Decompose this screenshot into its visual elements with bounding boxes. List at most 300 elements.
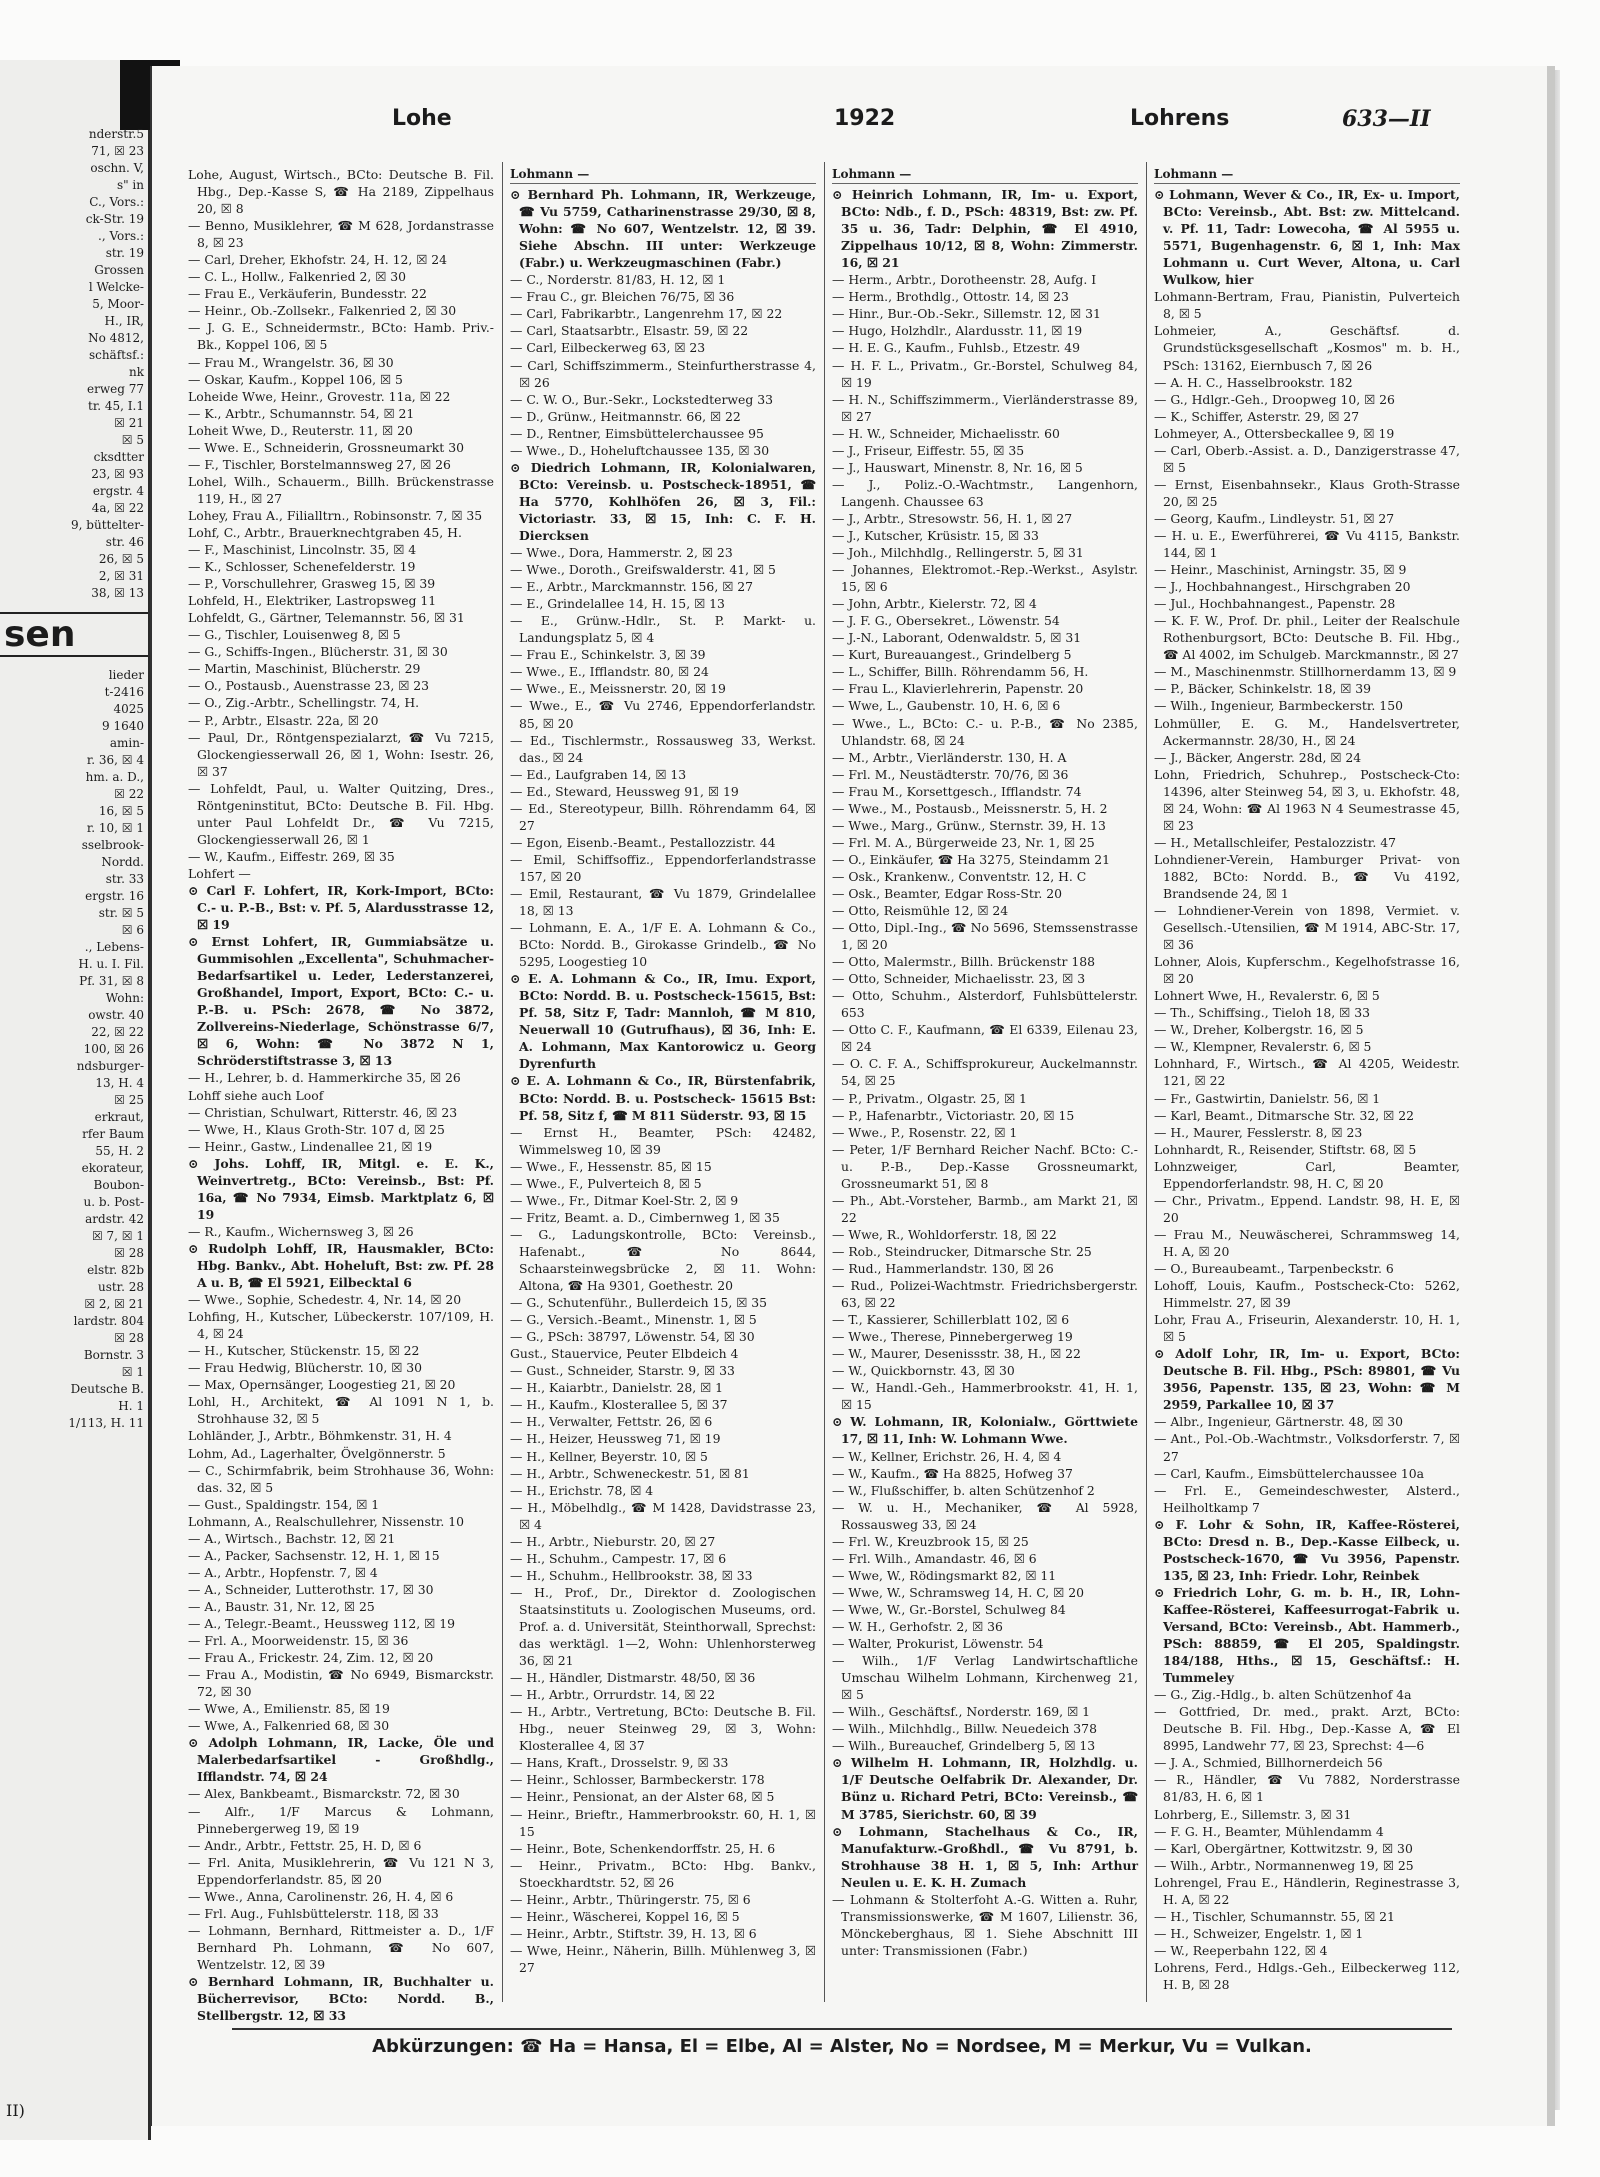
firm-entry: ⊙ Bernhard Lohmann, IR, Buchhalter u. Bücherrevisor, BCto: Nordd. B., Stellbergstr. 12, ☒ 33 [188,1973,494,2024]
previous-page-line: ☒ 1 [121,1365,144,1379]
directory-entry: — Frau M., Neuwäscherei, Schrammsweg 14, H. A, ☒ 20 [1154,1226,1460,1259]
directory-entry: — Carl, Schiffszimmerm., Steinfurtherstrasse 4, ☒ 26 [510,357,816,390]
directory-entry: — Hinr., Bur.-Ob.-Sekr., Sillemstr. 12, ☒ 31 [832,306,1101,322]
directory-entry: — Ant., Pol.-Ob.-Wachtmstr., Volksdorferstr. 7, ☒ 27 [1154,1431,1460,1464]
column-divider [502,162,503,2002]
directory-entry: — Heinr., Privatm., BCto: Hbg. Bankv., Stoeckhardtstr. 52, ☒ 26 [510,1857,816,1890]
firm-entry: ⊙ Heinrich Lohmann, IR, Im- u. Export, BCto: Ndb., f. D., PSch: 48319, Bst: zw. Pf. 35 u. 36, Tadr: Delphin, ☎ El 4910, Zippelhaus 10/12, ☒ 8, Wohn: Zimmerstr. 16, ☒ 21 [832,187,1138,271]
directory-entry: — Frau M., Korsettgesch., Ifflandstr. 74 [832,783,1082,799]
previous-page-line: rfer Baum [82,1127,144,1141]
previous-page-line: 38, ☒ 13 [91,586,144,600]
directory-entry: — Wwe., D., Hoheluftchaussee 135, ☒ 30 [510,442,770,458]
directory-entry: — H., Kaufm., Klosterallee 5, ☒ 37 [510,1397,728,1413]
firm-entry: ⊙ Friedrich Lohr, G. m. b. H., IR, Lohn-Kaffee-Rösterei, Kaffeesurrogat-Fabrik u. Versand, BCto: Vereinsb., Abt. Hammerb., PSch: 88859, ☎ El 205, Spaldingstr. 184/188, Hths., ☒ 15, Geschäftsf.: H. Tummeley [1154,1584,1460,1686]
directory-entry: — Carl, Oberb.-Assist. a. D., Danzigerstrasse 47, ☒ 5 [1154,442,1460,475]
directory-entry: — Frau C., gr. Bleichen 76/75, ☒ 36 [510,289,735,305]
directory-entry: — Frau L., Klavierlehrerin, Papenstr. 20 [832,681,1084,697]
directory-entry: — A., Wirtsch., Bachstr. 12, ☒ 21 [188,1530,396,1546]
previous-page-line: ☒ 6 [121,923,144,937]
directory-entry: — Wwe, R., Wohldorferstr. 18, ☒ 22 [832,1226,1057,1242]
directory-entry: — Frau E., Schinkelstr. 3, ☒ 39 [510,647,706,663]
directory-entry: — C., Norderstr. 81/83, H. 12, ☒ 1 [510,272,726,288]
directory-entry: — W., Kaufm., Eiffestr. 269, ☒ 35 [188,848,395,864]
previous-page-heading: sen [0,612,148,657]
directory-entry: — Herm., Brothdlg., Ottostr. 14, ☒ 23 [832,289,1069,305]
directory-page [150,66,1555,2126]
directory-entry: — Fritz, Beamt. a. D., Cimbernweg 1, ☒ 35 [510,1209,780,1225]
directory-entry: — Wwe., E., Ifflandstr. 80, ☒ 24 [510,664,709,680]
directory-entry: — Wwe., Therese, Pinnebergerweg 19 [832,1329,1073,1345]
previous-page-line: str. 33 [105,872,144,886]
directory-entry: — O., Einkäufer, ☎ Ha 3275, Steindamm 21 [832,851,1110,867]
previous-page-line: 13, H. 4 [95,1076,144,1090]
previous-page-line: ardstr. 42 [85,1212,144,1226]
directory-entry: — Otto, Schneider, Michaelisstr. 23, ☒ 3 [832,971,1086,987]
column-3 [832,166,1138,1998]
directory-entry: — W., Maurer, Desenissstr. 38, H., ☒ 22 [832,1346,1081,1362]
directory-entry: — P., Bäcker, Schinkelstr. 18, ☒ 39 [1154,681,1372,697]
directory-entry: — Heinr., Arbtr., Thüringerstr. 75, ☒ 6 [510,1891,751,1907]
previous-page-line: l Welcke- [88,280,144,294]
directory-entry: — H., Metallschleifer, Pestalozzistr. 47 [1154,834,1396,850]
previous-page-line: Deutsche B. [70,1382,144,1396]
directory-entry: — Fr., Gastwirtin, Danielstr. 56, ☒ 1 [1154,1090,1381,1106]
previous-page-line: lieder [108,668,144,682]
directory-entry: — H., Verwalter, Fettstr. 26, ☒ 6 [510,1414,713,1430]
directory-entry: — Karl, Obergärtner, Kottwitzstr. 9, ☒ 30 [1154,1840,1413,1856]
previous-page-line: erkraut, [94,1110,144,1124]
directory-entry: Lohrberg, E., Sillemstr. 3, ☒ 31 [1154,1806,1352,1822]
firm-entry: ⊙ Lohmann, Wever & Co., IR, Ex- u. Import, BCto: Vereinsb., Abt. Bst: zw. Mittelcand. v. Pf. 11, Tadr: Lowecoha, ☎ Al 5955 u. 5571, Bugenhagenstr. 6, ☒ 1, Inh: Max Lohmann u. Curt Wever, Altona, u. Carl Wulkow, hier [1154,187,1460,288]
header-first-entry: Lohe [392,106,452,131]
directory-entry: — Carl, Kaufm., Eimsbüttelerchaussee 10a [1154,1465,1425,1481]
directory-entry: — Wwe., E., ☎ Vu 2746, Eppendorferlandstr. 85, ☒ 20 [510,698,816,731]
directory-entry: — K., Schiffer, Asterstr. 29, ☒ 27 [1154,408,1360,424]
directory-entry: — Frl. Anita, Musiklehrerin, ☎ Vu 121 N 3, Eppendorferlandstr. 85, ☒ 20 [188,1854,494,1887]
directory-entry: Lohnhard, F., Wirtsch., ☎ Al 4205, Weidestr. 121, ☒ 22 [1154,1056,1460,1089]
previous-page-line: ☒ 25 [114,1093,144,1107]
directory-entry: Lohrens, Ferd., Hdlgs.-Geh., Eilbeckerweg 112, H. B, ☒ 28 [1154,1959,1460,1992]
directory-entry: — H., Kutscher, Stückenstr. 15, ☒ 22 [188,1343,420,1359]
firm-entry: ⊙ Adolf Lohr, IR, Im- u. Export, BCto: Deutsche B. Fil. Hbg., PSch: 89801, ☎ Vu 3956, Papenstr. 135, ☒ 23, Wohn: ☎ M 2959, Parkallee 10, ☒ 37 [1154,1346,1460,1413]
previous-page-line: ☒ 22 [114,787,144,801]
directory-entry: Lohoff, Louis, Kaufm., Postscheck-Cto: 5262, Himmelstr. 27, ☒ 39 [1154,1278,1460,1311]
previous-page-line: r. 36, ☒ 4 [86,753,144,767]
header-page-number: 633—II [1342,106,1431,132]
previous-page-line: H. u. I. Fil. [78,957,144,971]
previous-page-line: H., IR, [104,314,144,328]
directory-entry: — G., PSch: 38797, Löwenstr. 54, ☒ 30 [510,1329,755,1345]
directory-entry: — O., Postausb., Auenstrasse 23, ☒ 23 [188,678,430,694]
directory-entry: — Osk., Beamter, Edgar Ross-Str. 20 [832,885,1063,901]
directory-entry: — Georg, Kaufm., Lindleystr. 51, ☒ 27 [1154,510,1395,526]
abbreviations-footer: Abkürzungen: ☎ Ha = Hansa, El = Elbe, Al = Alster, No = Nordsee, M = Merkur, Vu = Vulkan. [232,2028,1452,2066]
directory-entry: — Carl, Eilbeckerweg 63, ☒ 23 [510,340,706,356]
firm-entry: ⊙ Ernst Lohfert, IR, Gummiabsätze u. Gummisohlen „Excellenta", Schuhmacher-Bedarfsartikel u. Leder, Lederstanzerei, Großhandel, Import, Export, BCto: C.- u. P.-B. u. PSch: 2678, ☎ No 3872, Zollvereins-Niederlage, Schönstrasse 6/7, ☒ 6, Wohn: ☎ No 3872 N 1, Schröderstiftstrasse 3, ☒ 13 [188,934,494,1069]
directory-entry: — A., Baustr. 31, Nr. 12, ☒ 25 [188,1598,375,1614]
directory-entry: — Otto C. F., Kaufmann, ☎ El 6339, Eilenau 23, ☒ 24 [832,1022,1138,1055]
directory-entry: — G., Hdlgr.-Geh., Droopweg 10, ☒ 26 [1154,391,1395,407]
previous-page-line: Nordd. [101,855,144,869]
previous-page-line: 9, büttelter- [71,518,144,532]
directory-entry: — Frau E., Verkäuferin, Bundesstr. 22 [188,286,427,302]
directory-entry: — Wwe, Heinr., Näherin, Billh. Mühlenweg 3, ☒ 27 [510,1942,816,1975]
directory-entry: — Chr., Privatm., Eppend. Landstr. 98, H. E, ☒ 20 [1154,1192,1460,1225]
previous-page-line: 9 1640 [102,719,144,733]
previous-page-line: ☒ 5 [121,433,144,447]
previous-page-line: ndsburger- [76,1059,144,1073]
directory-entry: — T., Kassierer, Schillerblatt 102, ☒ 6 [832,1312,1070,1328]
directory-entry: — O. C. F. A., Schiffsprokureur, Auckelmannstr. 54, ☒ 25 [832,1056,1138,1089]
directory-entry: — J., Poliz.-O.-Wachtmstr., Langenhorn, Langenh. Chaussee 63 [832,476,1138,509]
previous-page-line: ☒ 28 [114,1331,144,1345]
firm-entry: ⊙ Wilhelm H. Lohmann, IR, Holzhdlg. u. 1/F Deutsche Oelfabrik Dr. Alexander, Dr. Bünz u. Richard Petri, BCto: Vereinsb., ☎ M 3785, Sierichstr. 60, ☒ 39 [832,1755,1138,1822]
previous-page-line: ergstr. 16 [85,889,144,903]
directory-entry: — H., Möbelhdlg., ☎ M 1428, Davidstrasse 23, ☒ 4 [510,1499,816,1532]
directory-entry: — G., Schiffs-Ingen., Blücherstr. 31, ☒ 30 [188,644,448,660]
directory-entry: — G., Zig.-Hdlg., b. alten Schützenhof 4a [1154,1687,1412,1703]
directory-entry: — Walter, Prokurist, Löwenstr. 54 [832,1636,1044,1652]
directory-entry: — Johannes, Elektromot.-Rep.-Werkst., Asylstr. 15, ☒ 6 [832,562,1138,595]
previous-page-line: ☒ 7, ☒ 1 [91,1229,144,1243]
directory-entry: — Wwe., L., BCto: C.- u. P.-B., ☎ No 2385, Uhlandstr. 68, ☒ 24 [832,715,1138,748]
directory-entry: — H. E. G., Kaufm., Fuhlsb., Etzestr. 49 [832,340,1081,356]
directory-entry: Lohfeldt, G., Gärtner, Telemannstr. 56, ☒ 31 [188,610,465,626]
directory-entry: — Frau M., Wrangelstr. 36, ☒ 30 [188,354,394,370]
directory-entry: — Gottfried, Dr. med., prakt. Arzt, BCto: Deutsche B. Fil. Hbg., Dep.-Kasse A, ☎ El 8995, Landwehr 77, ☒ 23, Sprechst: 4—6 [1154,1704,1460,1754]
directory-entry: — Frl. A., Moorweidenstr. 15, ☒ 36 [188,1633,409,1649]
directory-entry: — Jul., Hochbahnangest., Papenstr. 28 [1154,596,1396,612]
directory-entry: Lohnert Wwe, H., Revalerstr. 6, ☒ 5 [1154,988,1380,1004]
directory-entry: — W., Klempner, Revalerstr. 6, ☒ 5 [1154,1039,1372,1055]
directory-entry: Loheit Wwe, D., Reuterstr. 11, ☒ 20 [188,422,413,438]
directory-entry: — Joh., Milchhdlg., Rellingerstr. 5, ☒ 31 [832,545,1084,561]
directory-entry: — Heinr., Schlosser, Barmbeckerstr. 178 [510,1772,765,1788]
directory-entry: Lohländer, J., Arbtr., Böhmkenstr. 31, H. 4 [188,1428,452,1444]
directory-entry: — J., Arbtr., Stresowstr. 56, H. 1, ☒ 27 [832,510,1073,526]
directory-entry: — Emil, Schiffsoffiz., Eppendorferlandstrasse 157, ☒ 20 [510,851,816,884]
directory-entry: Lohfert — [188,865,251,881]
directory-entry: — H. N., Schiffszimmerm., Vierländerstrasse 89, ☒ 27 [832,391,1138,424]
directory-entry: — J. F. G., Obersekret., Löwenstr. 54 [832,613,1060,629]
previous-page-line: 4a, ☒ 22 [91,501,144,515]
directory-entry: — G., Schutenführ., Bullerdeich 15, ☒ 35 [510,1295,768,1311]
directory-entry: — Ph., Abt.-Vorsteher, Barmb., am Markt 21, ☒ 22 [832,1192,1138,1225]
header-year: 1922 [834,106,896,131]
directory-entry: — Wwe. E., Schneiderin, Grossneumarkt 30 [188,439,464,455]
column-divider [824,162,825,2002]
directory-entry: — Carl, Dreher, Ekhofstr. 24, H. 12, ☒ 24 [188,252,448,268]
directory-entry: — John, Arbtr., Kielerstr. 72, ☒ 4 [832,596,1037,612]
directory-entry: Lohfeld, H., Elektriker, Lastropsweg 11 [188,593,437,609]
directory-entry: — Frau Hedwig, Blücherstr. 10, ☒ 30 [188,1360,423,1376]
directory-entry: — F., Tischler, Borstelmannsweg 27, ☒ 26 [188,456,451,472]
directory-entry: — Wwe., F., Hessenstr. 85, ☒ 15 [510,1158,712,1174]
directory-entry: — Gust., Spaldingstr. 154, ☒ 1 [188,1496,380,1512]
directory-entry: — Frl. M. A., Bürgerweide 23, Nr. 1, ☒ 25 [832,834,1095,850]
previous-page-line: elstr. 82b [87,1263,144,1277]
directory-entry: — Frl. Wilh., Amandastr. 46, ☒ 6 [832,1550,1037,1566]
previous-page-line: erweg 77 [87,382,144,396]
directory-entry: — Otto, Schuhm., Alsterdorf, Fuhlsbüttelerstr. 653 [832,988,1138,1021]
directory-entry: — Lohmann, E. A., 1/F E. A. Lohmann & Co., BCto: Nordd. B., Girokasse Grindelb., ☎ No 5295, Loogestieg 10 [510,920,816,970]
directory-entry: — Carl, Fabrikarbtr., Langenrehm 17, ☒ 22 [510,306,783,322]
directory-entry: — Heinr., Ob.-Zollsekr., Falkenried 2, ☒ 30 [188,303,457,319]
previous-page-line: Grossen [94,263,144,277]
directory-entry: — M., Maschinenmstr. Stillhornerdamm 13, ☒ 9 [1154,664,1457,680]
previous-page-line: u. b. Post- [83,1195,144,1209]
directory-entry: — Heinr., Brieftr., Hammerbrookstr. 60, H. 1, ☒ 15 [510,1806,816,1839]
directory-entry: — Wwe., P., Rosenstr. 22, ☒ 1 [832,1124,1018,1140]
previous-page-line: 55, H. 2 [95,1144,144,1158]
directory-entry: — Wilh., Bureauchef, Grindelberg 5, ☒ 13 [832,1738,1096,1754]
previous-page-line: nderstr.5 [88,127,144,141]
directory-entry: — Alfr., 1/F Marcus & Lohmann, Pinnebergerweg 19, ☒ 19 [188,1803,494,1836]
directory-entry: — Frau A., Modistin, ☎ No 6949, Bismarckstr. 72, ☒ 30 [188,1667,494,1700]
directory-entry: — A. H. C., Hasselbrookstr. 182 [1154,374,1353,390]
directory-entry: — Ernst H., Beamter, PSch: 42482, Wimmelsweg 10, ☒ 39 [510,1124,816,1157]
previous-page-line: ☒ 2, ☒ 21 [84,1297,144,1311]
directory-entry: Lohel, Wilh., Schauerm., Billh. Brückenstrasse 119, H., ☒ 27 [188,473,494,506]
directory-entry: — J., Hauswart, Minenstr. 8, Nr. 16, ☒ 5 [832,459,1083,475]
directory-entry: Lohm, Ad., Lagerhalter, Övelgönnerstr. 5 [188,1445,446,1461]
directory-entry: — H., Tischler, Schumannstr. 55, ☒ 21 [1154,1908,1395,1924]
directory-entry: — W., Quickbornstr. 43, ☒ 30 [832,1363,1015,1379]
previous-page-line: t-2416 [104,685,144,699]
directory-entry: — J., Kutscher, Krüsistr. 15, ☒ 33 [832,527,1039,543]
directory-entry: — D., Grünw., Heitmannstr. 66, ☒ 22 [510,408,741,424]
directory-entry: — R., Kaufm., Wichernsweg 3, ☒ 26 [188,1223,414,1239]
directory-entry: — P., Arbtr., Elsastr. 22a, ☒ 20 [188,712,379,728]
directory-entry: — Wwe., F., Pulverteich 8, ☒ 5 [510,1175,702,1191]
directory-entry: Lohfing, H., Kutscher, Lübeckerstr. 107/109, H. 4, ☒ 24 [188,1309,494,1342]
previous-page-line: C., Vors.: [89,195,144,209]
directory-entry: — Frau A., Frickestr. 24, Zim. 12, ☒ 20 [188,1650,434,1666]
directory-entry: Lohmeier, A., Geschäftsf. d. Grundstücksgesellschaft „Kosmos" m. b. H., PSch: 13162, Eiernbusch 7, ☒ 26 [1154,323,1460,373]
directory-entry: — H., Arbtr., Vertretung, BCto: Deutsche B. Fil. Hbg., neuer Steinweg 29, ☒ 3, Wohn: Klosterallee 4, ☒ 37 [510,1704,816,1754]
directory-entry: — Christian, Schulwart, Ritterstr. 46, ☒ 23 [188,1104,458,1120]
directory-entry: — W., Flußschiffer, b. alten Schützenhof 2 [832,1482,1095,1498]
directory-entry: — Ed., Steward, Heussweg 91, ☒ 19 [510,783,739,799]
directory-entry: — C., Schirmfabrik, beim Strohhause 36, Wohn: das. 32, ☒ 5 [188,1462,494,1495]
column-running-head: Lohmann — [832,166,1138,184]
directory-entry: — A., Telegr.-Beamt., Heussweg 112, ☒ 19 [188,1615,455,1631]
directory-entry: — Th., Schiffsing., Tieloh 18, ☒ 33 [1154,1005,1370,1021]
directory-entry: — H., Heizer, Heussweg 71, ☒ 19 [510,1431,721,1447]
directory-entry: — G., Tischler, Louisenweg 8, ☒ 5 [188,627,401,643]
directory-entry: — Oskar, Kaufm., Koppel 106, ☒ 5 [188,371,403,387]
previous-page-line: ., Lebens- [84,940,144,954]
directory-entry: — Wwe., M., Postausb., Meissnerstr. 5, H. 2 [832,800,1108,816]
directory-entry: — J., Bäcker, Angerstr. 28d, ☒ 24 [1154,749,1362,765]
previous-page-line: ergstr. 4 [92,484,144,498]
directory-entry: — W., Kellner, Erichstr. 26, H. 4, ☒ 4 [832,1448,1062,1464]
directory-entry: — W. u. H., Mechaniker, ☎ Al 5928, Rossausweg 33, ☒ 24 [832,1499,1138,1532]
previous-page-line: Bornstr. 3 [83,1348,144,1362]
previous-page-line: 26, ☒ 5 [98,552,144,566]
firm-entry: ⊙ Adolph Lohmann, IR, Lacke, Öle und Malerbedarfsartikel - Großhdlg., Ifflandstr. 74, ☒ 24 [188,1735,494,1785]
directory-entry: — Wwe., Dora, Hammerstr. 2, ☒ 23 [510,545,733,561]
directory-entry: — E., Arbtr., Marckmannstr. 156, ☒ 27 [510,579,754,595]
directory-entry: — Heinr., Gastw., Lindenallee 21, ☒ 19 [188,1138,433,1154]
directory-entry: — Wwe, W., Schramsweg 14, H. C, ☒ 20 [832,1584,1084,1600]
column-2 [510,166,816,1998]
directory-entry: — Paul, Dr., Röntgenspezialarzt, ☎ Vu 7215, Glockengiesserwall 26, ☒ 1, Wohn: Isestr. 26, ☒ 37 [188,729,494,779]
directory-entry: — Hugo, Holzhdlr., Alardusstr. 11, ☒ 19 [832,323,1083,339]
directory-entry: — H., Kaiarbtr., Danielstr. 28, ☒ 1 [510,1380,724,1396]
column-4 [1154,166,1460,1998]
directory-entry: Lohner, Alois, Kupferschm., Kegelhofstrasse 16, ☒ 20 [1154,954,1460,987]
previous-page-line: 71, ☒ 23 [91,144,144,158]
directory-entry: — Heinr., Maschinist, Arningstr. 35, ☒ 9 [1154,562,1407,578]
directory-entry: — Egon, Eisenb.-Beamt., Pestallozzistr. 44 [510,834,776,850]
directory-entry: — Osk., Krankenw., Conventstr. 12, H. C [832,868,1087,884]
directory-entry: — Carl, Staatsarbtr., Elsastr. 59, ☒ 22 [510,323,749,339]
directory-entry: — Frl. Aug., Fuhlsbüttelerstr. 118, ☒ 33 [188,1905,439,1921]
directory-entry: — Hans, Kraft., Drosselstr. 9, ☒ 33 [510,1755,729,1771]
previous-page-line: sselbrook- [81,838,144,852]
directory-entry: — J.-N., Laborant, Odenwaldstr. 5, ☒ 31 [832,630,1082,646]
directory-entry: — Ed., Laufgraben 14, ☒ 13 [510,766,687,782]
directory-entry: — Ed., Tischlermstr., Rossausweg 33, Werkst. das., ☒ 24 [510,732,816,765]
directory-entry: — Herm., Arbtr., Dorotheenstr. 28, Aufg. I [832,272,1097,288]
directory-entry: — J., Friseur, Eiffestr. 55, ☒ 35 [832,442,1025,458]
previous-page-line: ☒ 28 [114,1246,144,1260]
directory-entry: — P., Vorschullehrer, Grasweg 15, ☒ 39 [188,576,436,592]
directory-entry: Lohnzweiger, Carl, Beamter, Eppendorferlandstr. 98, H. C, ☒ 20 [1154,1158,1460,1191]
directory-entry: — Wilh., 1/F Verlag Landwirtschaftliche Umschau Wilhelm Lohmann, Kirchenweg 21, ☒ 5 [832,1653,1138,1703]
directory-entry: — O., Bureaubeamt., Tarpenbeckstr. 6 [1154,1261,1394,1276]
directory-entry: Lohmüller, E. G. M., Handelsvertreter, Ackermannstr. 28/30, H., ☒ 24 [1154,715,1460,748]
directory-entry: Lohe, August, Wirtsch., BCto: Deutsche B. Fil. Hbg., Dep.-Kasse S, ☎ Ha 2189, Zippelhaus 20, ☒ 8 [188,167,494,217]
previous-page-line: 2, ☒ 31 [98,569,144,583]
directory-entry: — Wwe, W., Gr.-Borstel, Schulweg 84 [832,1601,1066,1617]
directory-entry: — Heinr., Bote, Schenkendorffstr. 25, H. 6 [510,1840,776,1856]
previous-page-line: lardstr. 804 [73,1314,144,1328]
previous-page-line: 23, ☒ 93 [91,467,144,481]
previous-page-line: 4025 [113,702,144,716]
directory-entry: Lohmann-Bertram, Frau, Pianistin, Pulverteich 8, ☒ 5 [1154,289,1460,322]
directory-entry: — W., Handl.-Geh., Hammerbrookstr. 41, H. 1, ☒ 15 [832,1380,1138,1413]
directory-entry: — M., Arbtr., Vierländerstr. 130, H. A [832,749,1067,765]
previous-page-fragment [0,60,151,2140]
previous-page-line: 1/113, H. 11 [68,1416,144,1430]
directory-entry: — H. F. L., Privatm., Gr.-Borstel, Schulweg 84, ☒ 19 [832,357,1138,390]
previous-page-line: Wohn: [105,991,144,1005]
directory-entry: Lohnhardt, R., Reisender, Stiftstr. 68, ☒ 5 [1154,1141,1417,1157]
directory-entry: — H., Prof., Dr., Direktor d. Zoologischen Staatsinstituts u. Zoologischen Museums, ord. Prof. a. d. Universität, Steinthorwall, Sprechst: das werktägl. 1—2, Wohn: Uhlenhorsterweg 36, ☒ 21 [510,1584,816,1669]
directory-entry: — Martin, Maschinist, Blücherstr. 29 [188,661,421,677]
directory-entry: — C. L., Hollw., Falkenried 2, ☒ 30 [188,269,407,285]
previous-page-line: str. ☒ 5 [98,906,144,920]
previous-page-line: ck-Str. 19 [85,212,144,226]
firm-entry: ⊙ Bernhard Ph. Lohmann, IR, Werkzeuge, ☎ Vu 5759, Catharinenstrasse 29/30, ☒ 8, Wohn: ☎ No 607, Wentzelstr. 12, ☒ 39. Siehe Abschn. III unter: Werkzeuge (Fabr.) u. Werkzeugmaschinen (Fabr.) [510,187,816,271]
directory-entry: — H., Händler, Distmarstr. 48/50, ☒ 36 [510,1670,756,1686]
directory-entry: — H., Maurer, Fesslerstr. 8, ☒ 23 [1154,1124,1363,1140]
previous-page-line: str. 19 [105,246,144,260]
directory-entry: — Rud., Polizei-Wachtmstr. Friedrichsbergerstr. 63, ☒ 22 [832,1278,1138,1311]
directory-entry: Lohff siehe auch Loof [188,1087,324,1103]
previous-page-line: 5, Moor- [92,297,144,311]
firm-entry: ⊙ Diedrich Lohmann, IR, Kolonialwaren, BCto: Vereinsb. u. Postscheck-18951, ☎ Ha 5770, Kohlhöfen 26, ☒ 3, Fil.: Victoriastr. 33, ☒ 15, Inh: C. F. H. Diercksen [510,459,816,543]
directory-entry: — P., Hafenarbtr., Victoriastr. 20, ☒ 15 [832,1107,1075,1123]
directory-entry: — Wwe, H., Klaus Groth-Str. 107 d, ☒ 25 [188,1121,445,1137]
directory-entry: Lohf, C., Arbtr., Brauerknechtgraben 45, H. [188,524,462,540]
directory-entry: — J. G. E., Schneidermstr., BCto: Hamb. Priv.-Bk., Koppel 106, ☒ 5 [188,320,494,353]
directory-entry: — Rob., Steindrucker, Ditmarsche Str. 25 [832,1243,1092,1259]
directory-entry: — W., Dreher, Kolbergstr. 16, ☒ 5 [1154,1022,1364,1038]
page-header [182,106,1522,146]
directory-entry: — F., Maschinist, Lincolnstr. 35, ☒ 4 [188,542,417,558]
directory-entry: — E., Grünw.-Hdlr., St. P. Markt- u. Landungsplatz 5, ☒ 4 [510,613,816,646]
directory-entry: — Gust., Schneider, Starstr. 9, ☒ 33 [510,1363,735,1379]
previous-page-line: r. 10, ☒ 1 [86,821,144,835]
directory-entry: — E., Grindelallee 14, H. 15, ☒ 13 [510,596,725,612]
directory-entry: Lohndiener-Verein, Hamburger Privat- von 1882, BCto: Nordd. B., ☎ Vu 4192, Brandsende 24, ☒ 1 [1154,851,1460,901]
firm-entry: ⊙ F. Lohr & Sohn, IR, Kaffee-Rösterei, BCto: Dresd n. B., Dep.-Kasse Eilbeck, u. Postscheck-1670, ☎ Vu 3956, Papenstr. 135, ☒ 23, Inh: Friedr. Lohr, Reinbek [1154,1516,1460,1583]
directory-entry: Gust., Stauervice, Peuter Elbdeich 4 [510,1346,739,1362]
directory-entry: — O., Zig.-Arbtr., Schellingstr. 74, H. [188,695,420,711]
directory-entry: — Kurt, Bureauangest., Grindelberg 5 [832,647,1072,663]
directory-entry: Lohn, Friedrich, Schuhrep., Postscheck-Cto: 14396, alter Steinweg 54, ☒ 3, u. Ekhofstr. 48, ☒ 24, Wohn: ☎ Al 1963 N 4 Seumestrasse 45, ☒ 23 [1154,766,1460,833]
directory-entry: — H. u. E., Ewerführerei, ☎ Vu 4115, Bankstr. 144, ☒ 1 [1154,527,1460,561]
firm-entry: ⊙ Johs. Lohff, IR, Mitgl. e. E. K., Weinvertretg., BCto: Vereinsb., Bst: Pf. 16a, ☎ No 7934, Eimsb. Marktplatz 6, ☒ 19 [188,1155,494,1222]
directory-entry: — Karl, Beamt., Ditmarsche Str. 32, ☒ 22 [1154,1107,1414,1123]
directory-entry: — Wwe., Doroth., Greifswalderstr. 41, ☒ 5 [510,562,776,578]
column-running-head: Lohmann — [1154,166,1460,184]
directory-entry: — D., Rentner, Eimsbüttelerchaussee 95 [510,425,764,441]
directory-entry: — Wilh., Ingenieur, Barmbeckerstr. 150 [1154,698,1403,714]
directory-entry: — Wwe, W., Rödingsmarkt 82, ☒ 11 [832,1567,1057,1583]
previous-page-line: Boubon- [93,1178,144,1192]
directory-entry: — Frl. E., Gemeindeschwester, Alsterd., Heilholtkamp 7 [1154,1482,1460,1515]
previous-page-line: owstr. 40 [88,1008,144,1022]
directory-entry: — Lohmann & Stolterfoht A.-G. Witten a. Ruhr, Transmissionswerke, ☎ M 1607, Lilienstr. 36, Mönckeberghaus, ☒ 1. Siehe Abschnitt III unter: Transmissionen (Fabr.) [832,1891,1138,1958]
directory-entry: — F. G. H., Beamter, Mühlendamm 4 [1154,1823,1384,1839]
previous-page-line: str. 46 [105,535,144,549]
previous-page-line: 16, ☒ 5 [98,804,144,818]
directory-entry: — Wwe., Anna, Carolinenstr. 26, H. 4, ☒ 6 [188,1888,454,1904]
directory-entry: — Ernst, Eisenbahnsekr., Klaus Groth-Strasse 20, ☒ 25 [1154,476,1460,509]
column-divider [1146,162,1147,2002]
directory-entry: — H., Arbtr., Orrurdstr. 14, ☒ 22 [510,1687,716,1703]
directory-entry: — Alex, Bankbeamt., Bismarckstr. 72, ☒ 30 [188,1786,460,1802]
directory-entry: — K. F. W., Prof. Dr. phil., Leiter der Realschule Rothenburgsort, BCto: Deutsche B. Fil. Hbg., ☎ Al 4002, im Schulgeb. Marckmannstr., ☒ 27 [1154,613,1460,663]
directory-entry: Lohrengel, Frau E., Händlerin, Reginestrasse 3, H. A, ☒ 22 [1154,1874,1460,1907]
directory-entry: — H., Schuhm., Campestr. 17, ☒ 6 [510,1550,727,1566]
directory-entry: Loheide Wwe, Heinr., Grovestr. 11a, ☒ 22 [188,388,451,404]
directory-entry: — L., Schiffer, Billh. Röhrendamm 56, H. [832,664,1089,680]
previous-page-line: ekorateur, [81,1161,144,1175]
directory-entry: — K., Arbtr., Schumannstr. 54, ☒ 21 [188,405,415,421]
column-1 [188,166,494,2024]
firm-entry: ⊙ W. Lohmann, IR, Kolonialw., Görttwiete 17, ☒ 11, Inh: W. Lohmann Wwe. [832,1414,1138,1447]
previous-page-line: ., Vors.: [98,229,144,243]
directory-entry: — A., Packer, Sachsenstr. 12, H. 1, ☒ 15 [188,1547,440,1563]
firm-entry: ⊙ Rudolph Lohff, IR, Hausmakler, BCto: Hbg. Bankv., Abt. Hoheluft, Bst: zw. Pf. 28 A u. B, ☎ El 5921, Eilbecktal 6 [188,1240,494,1291]
directory-entry: — Frl. W., Kreuzbrook 15, ☒ 25 [832,1533,1029,1549]
previous-page-line: No 4812, [88,331,144,345]
previous-page-line: 22, ☒ 22 [91,1025,144,1039]
directory-entry: — H., Kellner, Beyerstr. 10, ☒ 5 [510,1448,708,1464]
directory-entry: — G., Ladungskontrolle, BCto: Vereinsb., Hafenabt., ☎ No 8644, Schaarsteinwegsbrücke 2, ☒ 11. Wohn: Altona, ☎ Ha 9301, Goethestr. 20 [510,1226,816,1294]
directory-entry: — Heinr., Wäscherei, Koppel 16, ☒ 5 [510,1908,740,1924]
previous-page-line: ☒ 21 [114,416,144,430]
directory-entry: — Otto, Reismühle 12, ☒ 24 [832,903,1009,919]
directory-entry: — K., Schlosser, Schenefelderstr. 19 [188,559,416,575]
directory-entry: — A., Schneider, Lutterothstr. 17, ☒ 30 [188,1581,434,1597]
directory-entry: — J. A., Schmied, Billhornerdeich 56 [1154,1755,1383,1771]
